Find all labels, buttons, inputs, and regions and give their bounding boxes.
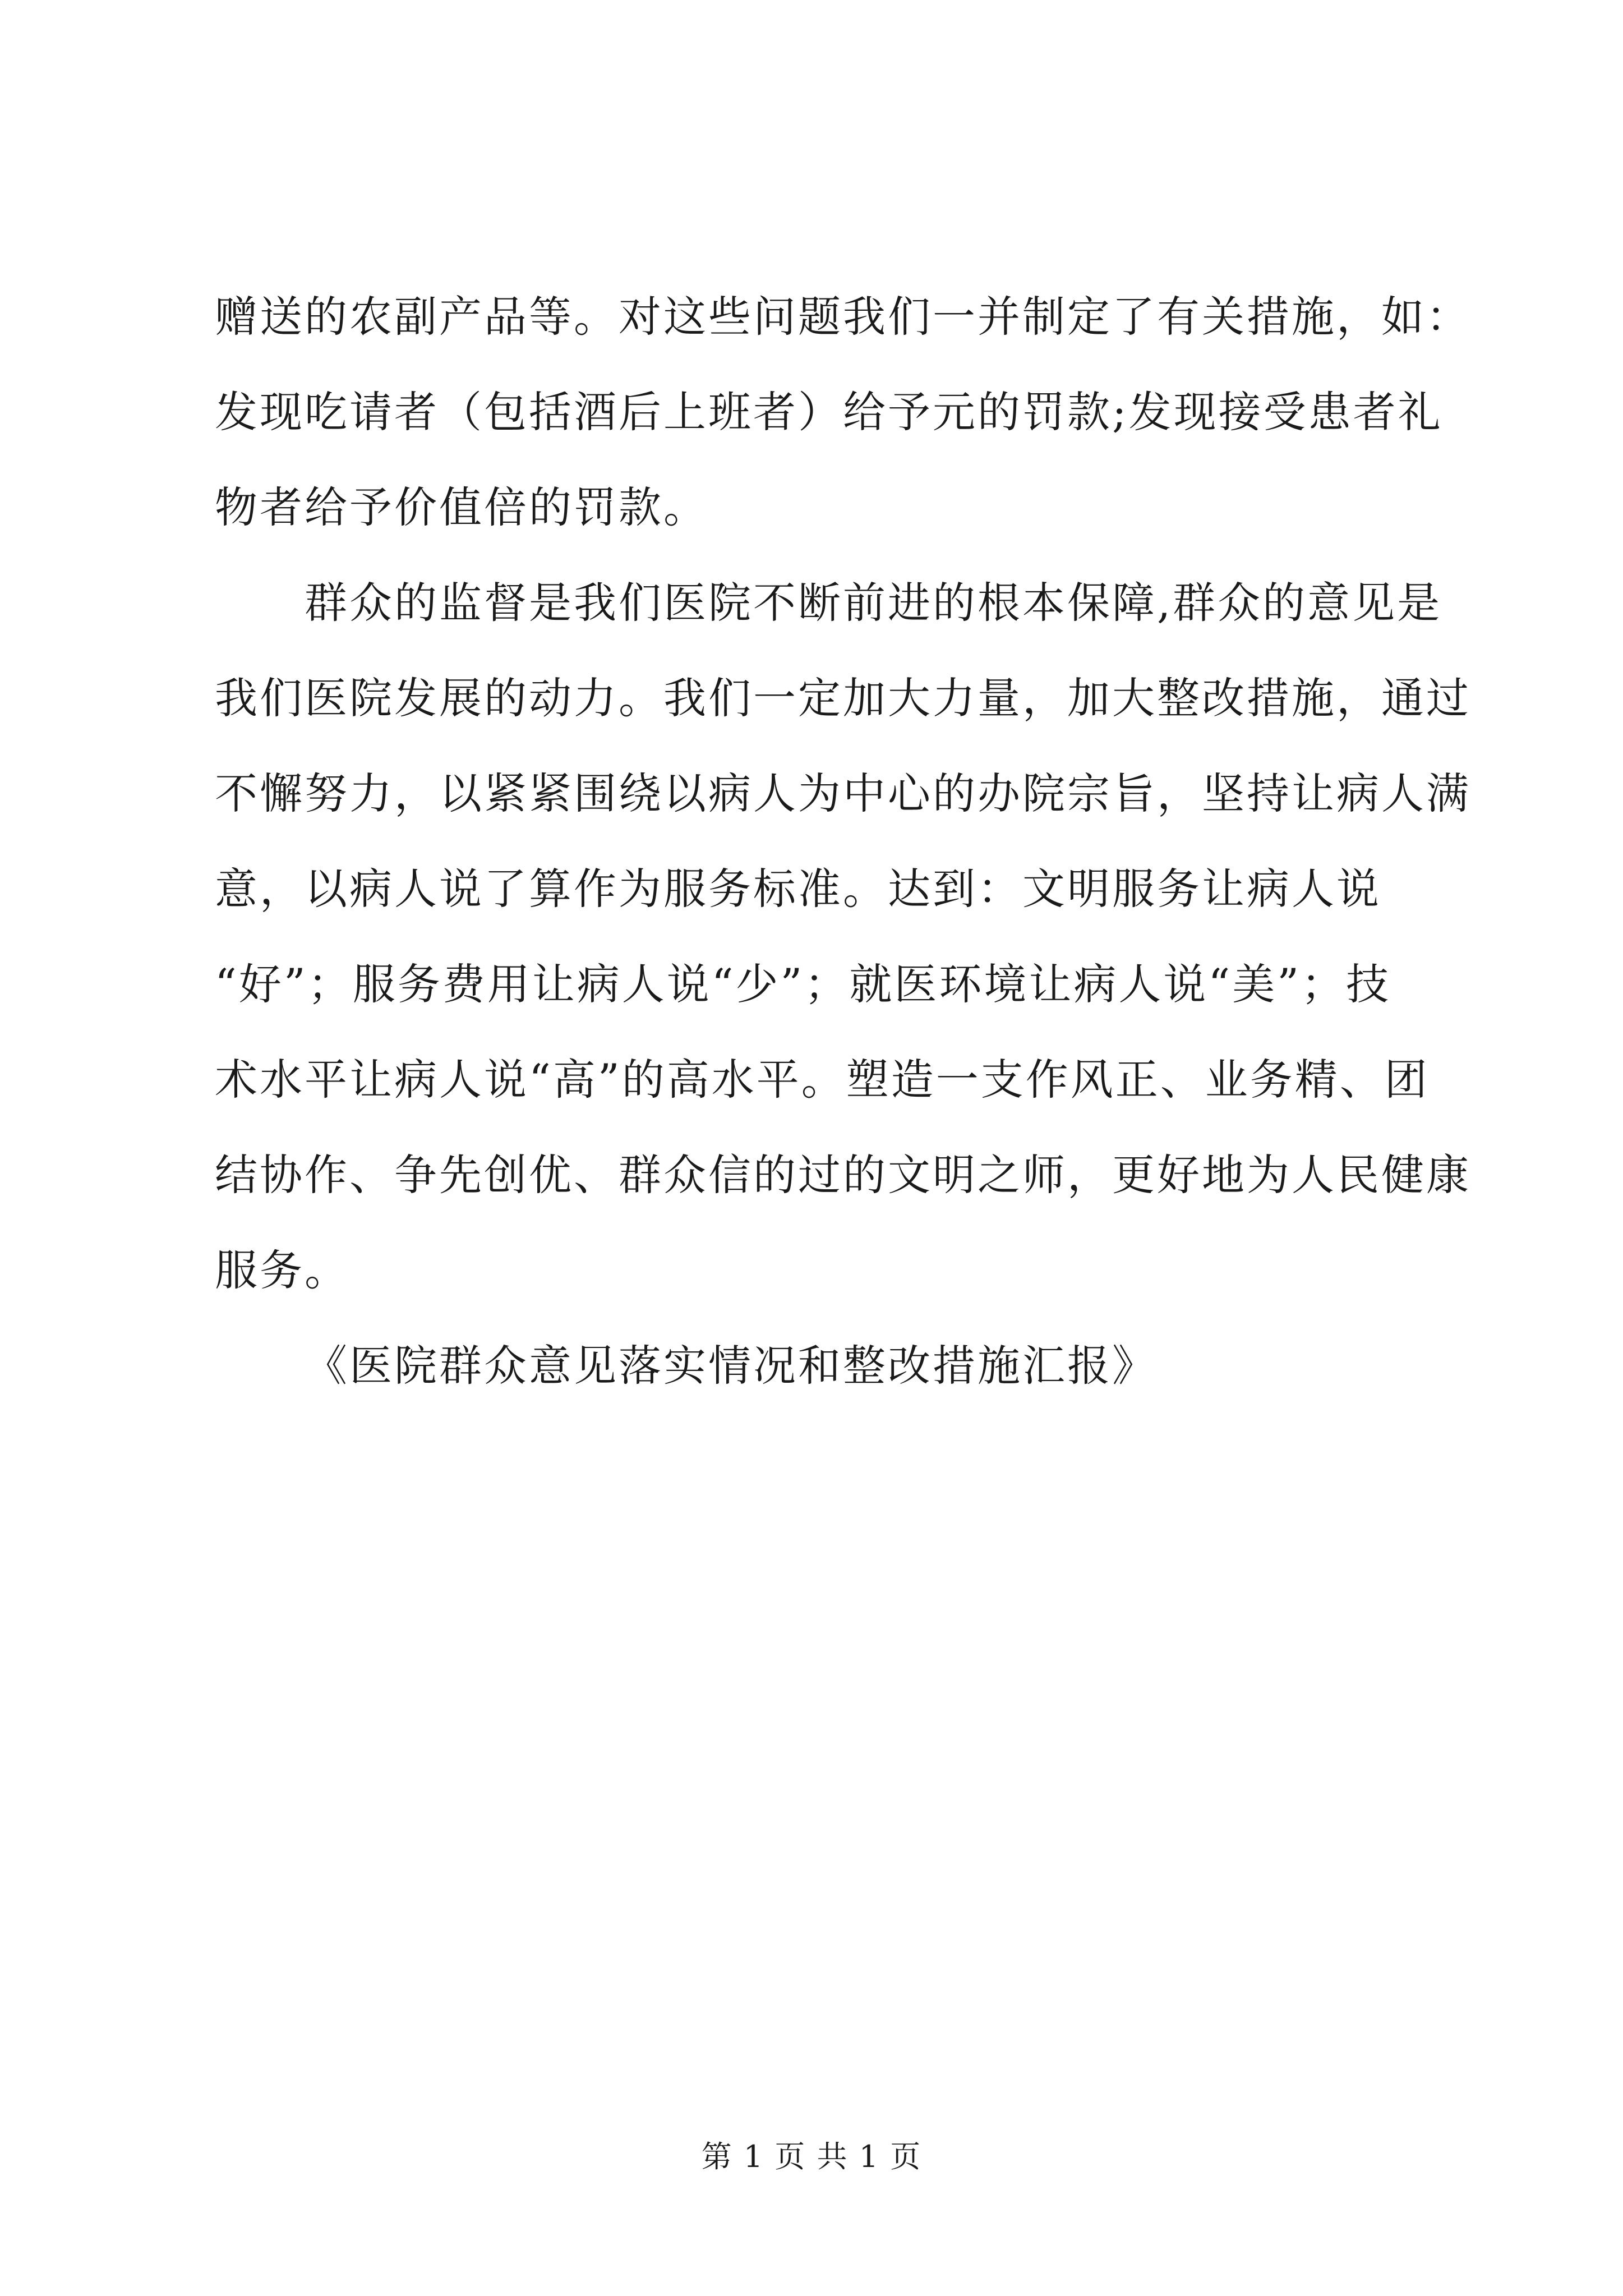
paragraph-line: 结协作、争先创优、群众信的过的文明之师，更好地为人民健康 xyxy=(215,1150,1471,1200)
paragraph-line: 发现吃请者（包括酒后上班者）给予元的罚款;发现接受患者礼 xyxy=(215,387,1443,437)
paragraph-line: 物者给予价值倍的罚款。 xyxy=(215,482,708,532)
paragraph-line: 术水平让病人说“高”的高水平。塑造一支作风正、业务精、团 xyxy=(215,1055,1430,1105)
paragraph-line: 服务。 xyxy=(215,1245,349,1295)
document-body xyxy=(215,269,1471,1414)
paragraph-1 xyxy=(215,269,1471,555)
paragraph-line: 赠送的农副产品等。对这些问题我们一并制定了有关措施，如： xyxy=(215,292,1471,342)
paragraph-line: “好”；服务费用让病人说“少”；就医环境让病人说“美”；技 xyxy=(215,959,1391,1009)
paragraph-line: 意，以病人说了算作为服务标准。达到：文明服务让病人说 xyxy=(215,864,1381,914)
paragraph-line: 不懈努力，以紧紧围绕以病人为中心的办院宗旨，坚持让病人满 xyxy=(215,769,1471,818)
paragraph-line: 群众的监督是我们医院不断前进的根本保障,群众的意见是 xyxy=(305,578,1442,628)
paragraph-2 xyxy=(215,555,1471,1318)
paragraph-line: 我们医院发展的动力。我们一定加大力量，加大整改措施，通过 xyxy=(215,673,1471,723)
page-footer: 第 1 页 共 1 页 xyxy=(701,2139,922,2174)
closing-title: 《医院群众意见落实情况和整改措施汇报》 xyxy=(305,1341,1157,1391)
